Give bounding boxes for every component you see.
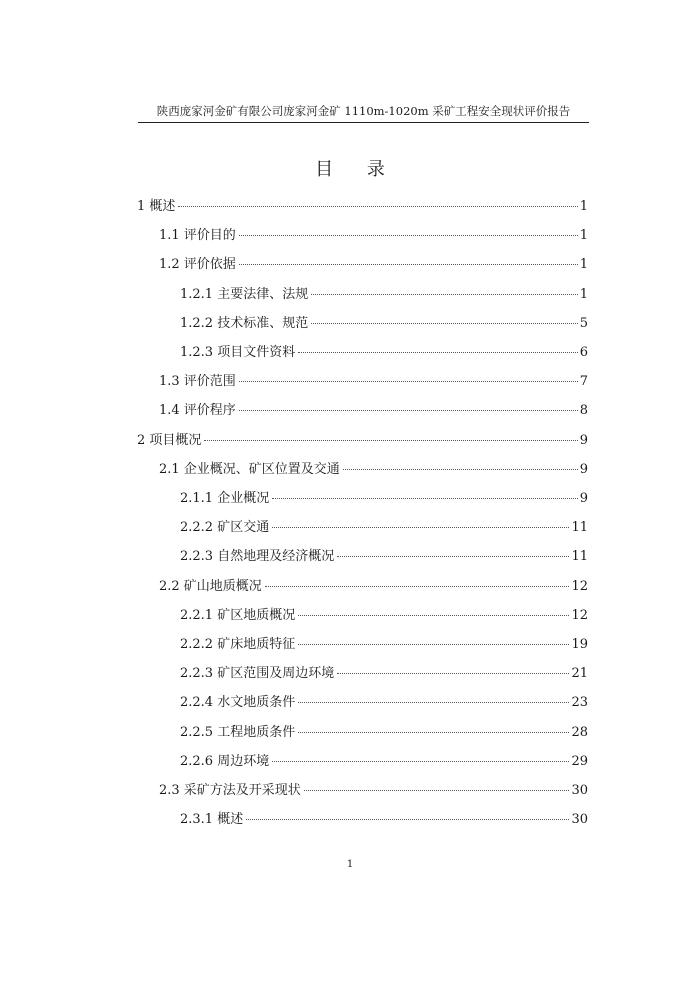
toc-entry-label: 1.4 评价程序 [159,403,236,418]
toc-entry-page: 29 [571,754,588,769]
dot-leader [298,615,569,616]
toc-entry[interactable] [137,198,588,216]
toc-entry-page: 1 [579,257,588,272]
toc-entry[interactable] [180,636,588,654]
toc-entry-label: 1.1 评价目的 [159,228,236,243]
dot-leader [239,410,578,411]
toc-entry-label: 1.2.2 技术标准、规范 [180,316,309,331]
toc-entry[interactable] [180,519,588,537]
toc-entry-page: 9 [579,433,588,448]
dot-leader [272,527,569,528]
toc-entry-page: 9 [579,491,588,506]
toc-entry[interactable] [180,344,588,362]
toc-entry-label: 1.2.1 主要法律、法规 [180,287,309,302]
toc-entry[interactable] [180,490,588,508]
dot-leader [337,673,569,674]
dot-leader [239,235,578,236]
toc-entry-label: 2 项目概况 [137,433,202,448]
dot-leader [239,264,578,265]
toc-entry[interactable] [180,724,588,742]
toc-entry-label: 2.2.3 矿区范围及周边环境 [180,666,335,681]
toc-entry-label: 2.1 企业概况、矿区位置及交通 [159,462,340,477]
toc-entry-page: 30 [571,812,588,827]
toc-entry-label: 2.2.6 周边环境 [180,754,270,769]
toc-entry-page: 28 [571,725,588,740]
toc-entry-label: 1.2.3 项目文件资料 [180,345,296,360]
toc-entry-page: 1 [579,228,588,243]
toc-entry[interactable] [180,315,588,333]
dot-leader [265,586,570,587]
dot-leader [311,294,578,295]
dot-leader [298,352,578,353]
toc-entry-page: 7 [579,374,588,389]
toc-entry-page: 1 [579,199,588,214]
dot-leader [272,498,578,499]
page-number: 1 [346,859,354,870]
toc-entry-page: 12 [571,579,588,594]
toc-entry[interactable] [159,461,588,479]
toc-entry-label: 2.1.1 企业概况 [180,491,270,506]
toc-entry[interactable] [137,432,588,450]
toc-entry-page: 5 [579,316,588,331]
dot-leader [178,206,577,207]
toc-entry-page: 12 [571,608,588,623]
toc-entry[interactable] [180,665,588,683]
toc-entry[interactable] [159,373,588,391]
toc-entry-page: 11 [571,520,588,535]
toc-entry[interactable] [180,753,588,771]
toc-entry-page: 30 [571,783,588,798]
toc-entry[interactable] [159,782,588,800]
running-header: 陕西庞家河金矿有限公司庞家河金矿 1110m-1020m 采矿工程安全现状评价报告 [156,104,571,118]
toc-entry[interactable] [159,578,588,596]
dot-leader [204,440,577,441]
toc-entry-page: 6 [579,345,588,360]
toc-entry[interactable] [180,607,588,625]
toc-entry-page: 1 [579,287,588,302]
toc-entry-label: 2.2.2 矿床地质特征 [180,637,296,652]
toc-entry-page: 9 [579,462,588,477]
toc-entry[interactable] [159,256,588,274]
toc-entry-label: 2.2.5 工程地质条件 [180,725,296,740]
toc-entry-label: 1 概述 [137,199,176,214]
toc-entry-page: 11 [571,549,588,564]
toc-title: 目 录 [315,159,399,180]
dot-leader [311,323,578,324]
toc-entry[interactable] [180,286,588,304]
dot-leader [343,469,578,470]
dot-leader [272,761,569,762]
toc-entry-label: 2.2 矿山地质概况 [159,579,262,594]
toc-entry-label: 1.2 评价依据 [159,257,236,272]
toc-entry[interactable] [180,811,588,829]
toc-entry[interactable] [180,694,588,712]
toc-entry-page: 8 [579,403,588,418]
toc-entry-page: 19 [571,637,588,652]
dot-leader [239,381,578,382]
toc-entry-label: 1.3 评价范围 [159,374,236,389]
toc-entry[interactable] [159,402,588,420]
toc-entry-label: 2.2.4 水文地质条件 [180,695,296,710]
toc-entry[interactable] [159,227,588,245]
dot-leader [298,732,569,733]
toc-entry-label: 2.3 采矿方法及开采现状 [159,783,301,798]
toc-entry-label: 2.2.1 矿区地质概况 [180,608,296,623]
toc-entry-page: 23 [571,695,588,710]
toc-entry[interactable] [180,548,588,566]
dot-leader [246,819,569,820]
toc-entry-label: 2.2.3 自然地理及经济概况 [180,549,335,564]
toc-entry-label: 2.2.2 矿区交通 [180,520,270,535]
dot-leader [337,556,569,557]
header-rule [138,122,589,123]
dot-leader [298,702,569,703]
dot-leader [304,790,570,791]
toc-entry-label: 2.3.1 概述 [180,812,244,827]
dot-leader [298,644,569,645]
toc-entry-page: 21 [571,666,588,681]
